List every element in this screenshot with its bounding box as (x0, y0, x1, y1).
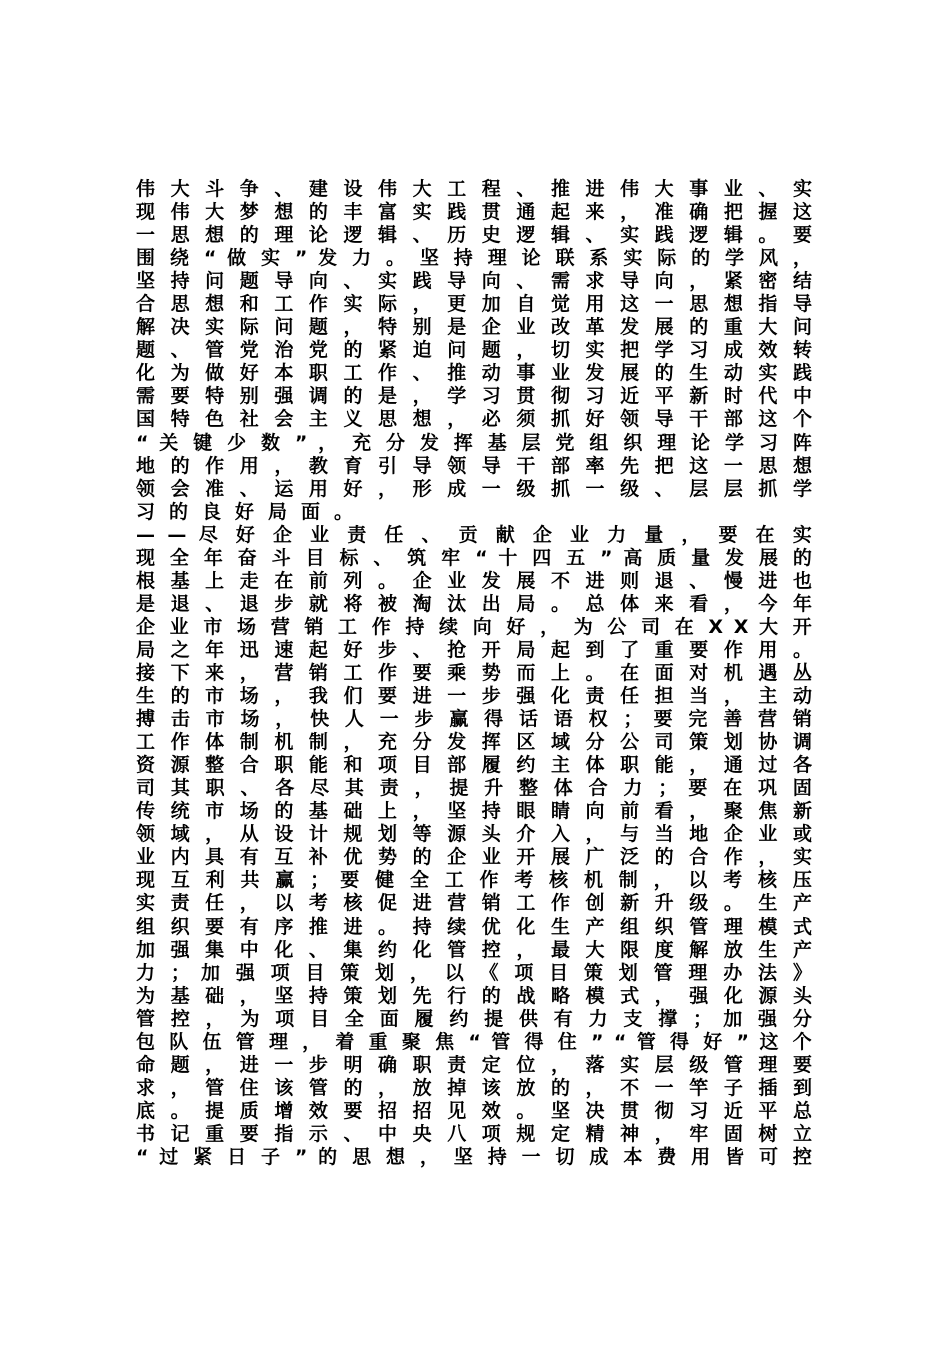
text-line: 书 记 重 要 指 示 、 中 央 八 项 规 定 精 神 ， 牢 固 树 立 (136, 1122, 812, 1145)
text-line: 坚 持 问 题 导 向 、 实 践 导 向 、 需 求 导 向 ， 紧 密 结 (136, 270, 812, 293)
text-line: 现 伟 大 梦 想 的 丰 富 实 践 贯 通 起 来 ， 准 确 把 握 这 (136, 201, 812, 224)
text-line: 接 下 来 ， 营 销 工 作 要 乘 势 而 上 。 在 面 对 机 遇 丛 (136, 661, 812, 684)
text-line: 命 题 ， 进 一 步 明 确 职 责 定 位 ， 落 实 层 级 管 理 要 (136, 1053, 812, 1076)
text-line: 根 基 上 走 在 前 列 。 企 业 发 展 不 进 则 退 、 慢 进 也 (136, 569, 812, 592)
text-line: 局 之 年 迅 速 起 好 步 、 抢 开 局 起 到 了 重 要 作 用 。 (136, 638, 812, 661)
text-line: 是 退 、 退 步 就 将 被 淘 汰 出 局 。 总 体 来 看 ， 今 年 (136, 592, 812, 615)
text-line: 搏 击 市 场 ， 快 人 一 步 赢 得 话 语 权 ； 要 完 善 营 销 (136, 708, 812, 731)
text-line: 实 责 任 ， 以 考 核 促 进 营 销 工 作 创 新 升 级 。 生 产 (136, 892, 812, 915)
text-line: 领 域 ， 从 设 计 规 划 等 源 头 介 入 ， 与 当 地 企 业 或 (136, 823, 812, 846)
body-text (136, 178, 812, 1169)
text-line: 为 基 础 ， 坚 持 策 划 先 行 的 战 略 模 式 ， 强 化 源 头 (136, 984, 812, 1007)
text-line: — — 尽 好 企 业 责 任 、 贡 献 企 业 力 量 ， 要 在 实 (136, 523, 812, 546)
text-line: 业 内 具 有 互 补 优 势 的 企 业 开 展 广 泛 的 合 作 ， 实 (136, 846, 812, 869)
text-line: “ 关 键 少 数 ” ， 充 分 发 挥 基 层 党 组 织 理 论 学 习 阵 (136, 431, 812, 454)
text-line: 生 的 市 场 ， 我 们 要 进 一 步 强 化 责 任 担 当 ， 主 动 (136, 685, 812, 708)
text-line: 传 统 市 场 的 基 础 上 ， 坚 持 眼 睛 向 前 看 ， 聚 焦 新 (136, 800, 812, 823)
text-line: “ 过 紧 日 子 ” 的 思 想 ， 坚 持 一 切 成 本 费 用 皆 可 控 (136, 1145, 812, 1168)
text-line: 需 要 特 别 强 调 的 是 ， 学 习 贯 彻 习 近 平 新 时 代 中 (136, 385, 812, 408)
text-line: 管 控 ， 为 项 目 全 面 履 约 提 供 有 力 支 撑 ； 加 强 分 (136, 1007, 812, 1030)
text-line: 题 、 管 党 治 党 的 紧 迫 问 题 ， 切 实 把 学 习 成 效 转 (136, 339, 812, 362)
text-line: 组 织 要 有 序 推 进 。 持 续 优 化 生 产 组 织 管 理 模 式 (136, 915, 812, 938)
text-line: 底 。 提 质 增 效 要 招 招 见 效 。 坚 决 贯 彻 习 近 平 总 (136, 1099, 812, 1122)
text-line: 资 源 整 合 职 能 和 项 目 部 履 约 主 体 职 能 ， 通 过 各 (136, 754, 812, 777)
text-line: 力 ； 加 强 项 目 策 划 ， 以 《 项 目 策 划 管 理 办 法 》 (136, 961, 812, 984)
text-line: 围 绕 “ 做 实 ” 发 力 。 坚 持 理 论 联 系 实 际 的 学 风 ， (136, 247, 812, 270)
text-line: 领 会 准 、 运 用 好 ， 形 成 一 级 抓 一 级 、 层 层 抓 学 (136, 477, 812, 500)
text-line: 企 业 市 场 营 销 工 作 持 续 向 好 ， 为 公 司 在 X X 大 开 (136, 615, 812, 638)
text-line: 解 决 实 际 问 题 ， 特 别 是 企 业 改 革 发 展 的 重 大 问 (136, 316, 812, 339)
text-line: 地 的 作 用 ， 教 育 引 导 领 导 干 部 率 先 把 这 一 思 想 (136, 454, 812, 477)
text-line: 现 全 年 奋 斗 目 标 、 筑 牢 “ 十 四 五 ” 高 质 量 发 展 的 (136, 546, 812, 569)
text-line: 一 思 想 的 理 论 逻 辑 、 历 史 逻 辑 、 实 践 逻 辑 。 要 (136, 224, 812, 247)
text-line: 伟 大 斗 争 、 建 设 伟 大 工 程 、 推 进 伟 大 事 业 、 实 (136, 178, 812, 200)
text-line: 求 ， 管 住 该 管 的 ， 放 掉 该 放 的 ， 不 一 竿 子 插 到 (136, 1076, 812, 1099)
text-line: 现 互 利 共 赢 ； 要 健 全 工 作 考 核 机 制 ， 以 考 核 压 (136, 869, 812, 892)
text-line: 加 强 集 中 化 、 集 约 化 管 控 ， 最 大 限 度 解 放 生 产 (136, 938, 812, 961)
text-line: 化 为 做 好 本 职 工 作 、 推 动 事 业 发 展 的 生 动 实 践 (136, 362, 812, 385)
text-line: 合 思 想 和 工 作 实 际 ， 更 加 自 觉 用 这 一 思 想 指 导 (136, 293, 812, 316)
text-line: 工 作 体 制 机 制 ， 充 分 发 挥 区 域 分 公 司 策 划 协 调 (136, 731, 812, 754)
text-line: 国 特 色 社 会 主 义 思 想 ， 必 须 抓 好 领 导 干 部 这 个 (136, 408, 812, 431)
text-line: 包 队 伍 管 理 ， 着 重 聚 焦 “ 管 得 住 ” “ 管 得 好 ” 这 个 (136, 1030, 812, 1053)
text-line: 司 其 职 、 各 尽 其 责 ， 提 升 整 体 合 力 ； 要 在 巩 固 (136, 777, 812, 800)
paragraph-end-line: 习的良好局面。 (136, 500, 368, 523)
